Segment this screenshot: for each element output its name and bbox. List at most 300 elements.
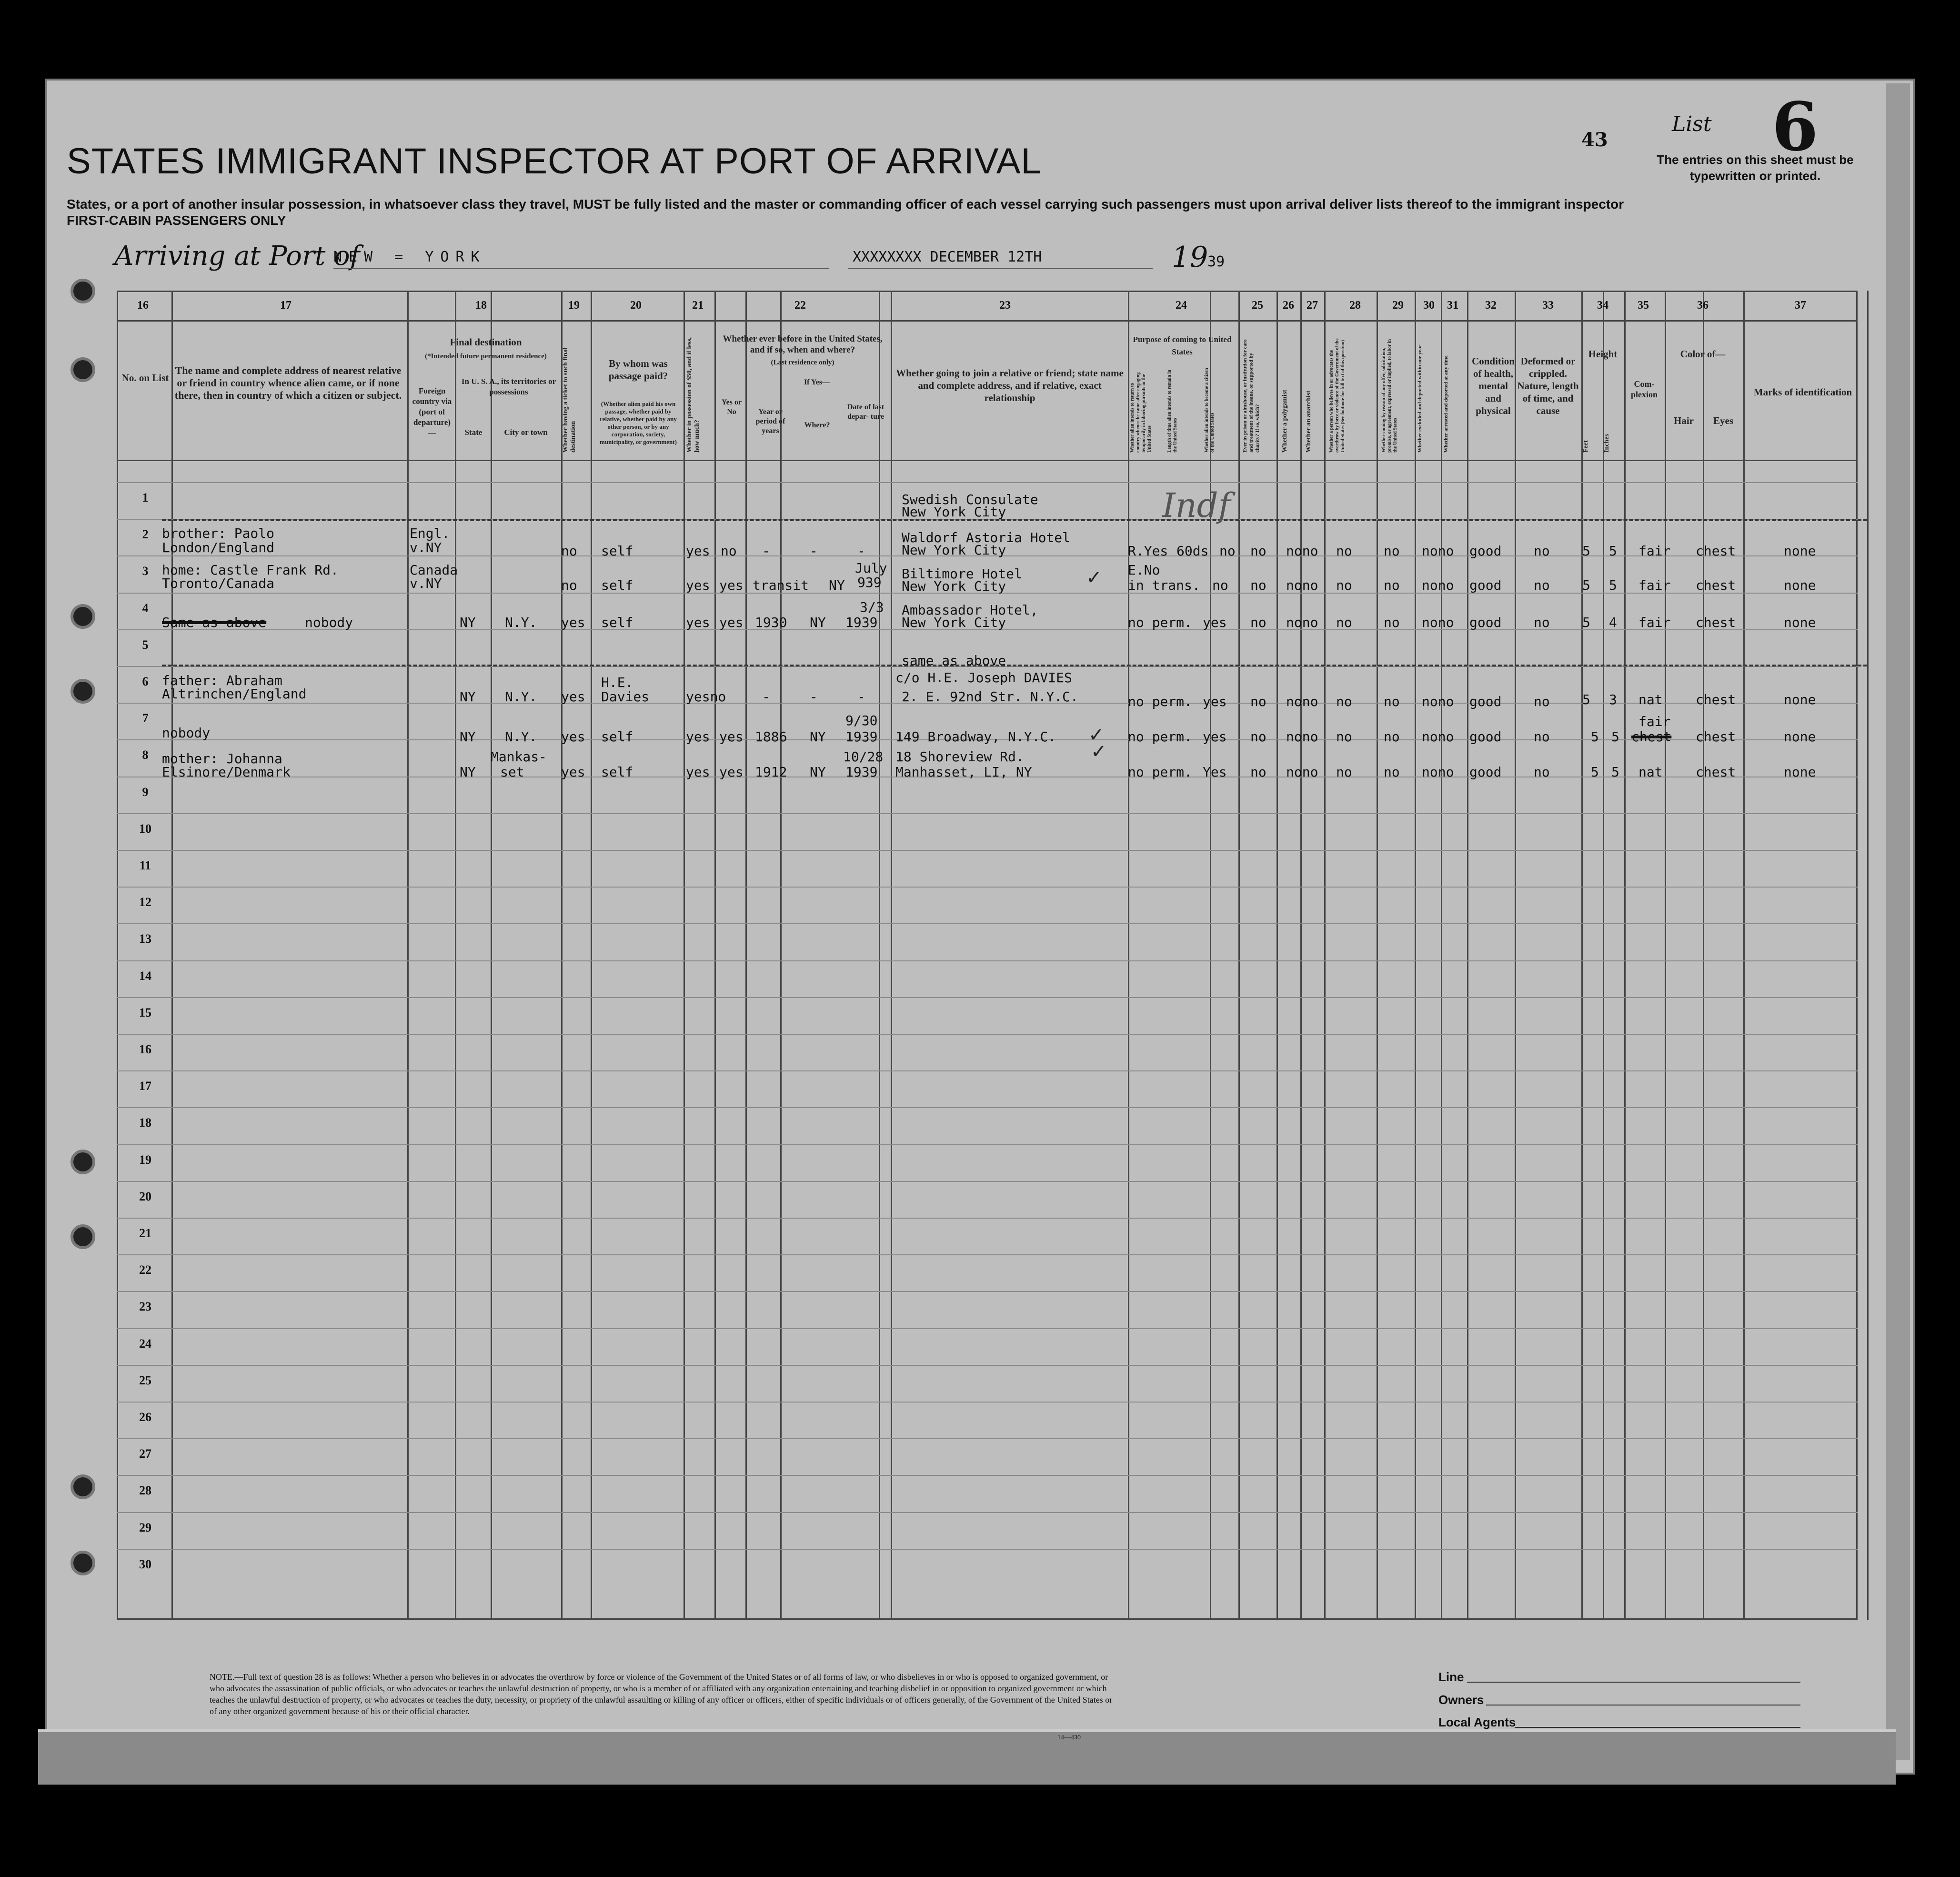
r3-c30: nono (1422, 577, 1454, 593)
r4-c22d-b: 1939 (845, 615, 878, 630)
row-divider (117, 1218, 1858, 1219)
column-number: 19 (568, 299, 580, 312)
binder-hole-icon (70, 604, 95, 629)
r4-c20: self (601, 615, 633, 630)
entries-note: The entries on this sheet must be typewritten or printed. (1657, 152, 1854, 183)
r2-c24: R.Yes (1128, 543, 1168, 559)
column-divider (1743, 291, 1745, 1620)
header-purpose-a: Whether alien intends to return to country whence he came after engaging temporarily in laboring pursuits in the United States (1130, 372, 1152, 453)
r2-c23b: New York City (902, 542, 1006, 558)
row-divider (117, 1144, 1858, 1145)
r7-c22d-b: 1939 (845, 729, 878, 745)
header-purpose-c: Whether alien intends to become a citizen of the United States (1204, 368, 1215, 453)
binder-hole-icon (70, 679, 95, 704)
header-final-destination: Final destination (450, 336, 522, 348)
r8-c22c: NY (810, 764, 826, 780)
header-purpose-b: Length of time alien intends to remain in the United States (1167, 370, 1178, 453)
r7-c22b: 1886 (755, 729, 787, 745)
r8-c17a: mother: Johanna (162, 751, 282, 767)
row-number: 22 (139, 1263, 151, 1277)
manifest-table (117, 291, 1858, 1620)
column-number: 18 (475, 299, 487, 312)
column-divider (1300, 291, 1302, 1620)
page-number: 43 (1581, 129, 1608, 151)
column-number: 23 (999, 299, 1011, 312)
row-divider (117, 482, 1858, 483)
r2-c18f-a: Engl. (410, 525, 450, 541)
header-hair: Hair (1674, 415, 1694, 426)
r8-c36: chest (1696, 764, 1736, 780)
row-divider (117, 850, 1858, 851)
header-feet: Feet (1582, 440, 1589, 453)
year-suffix: 39 (1207, 253, 1225, 270)
header-yes-no: Yes or No (721, 398, 742, 416)
r2-c30: nono (1422, 543, 1454, 559)
r2-c33: no (1534, 543, 1550, 559)
r2-c19: no (561, 543, 577, 559)
r6-c32: good (1469, 694, 1502, 709)
r8-c29: no (1384, 764, 1400, 780)
r4-c19: yes (561, 615, 585, 630)
r7-c22d-a: 9/30 (845, 713, 878, 728)
r6-c33: no (1534, 694, 1550, 709)
r4-c18s: NY (460, 615, 476, 630)
r3-c17a: home: Castle Frank Rd. (162, 562, 339, 578)
row-number: 21 (139, 1226, 151, 1240)
r6-c17a: father: Abraham (162, 673, 282, 688)
row-number: 16 (139, 1042, 151, 1056)
row-number: 7 (142, 711, 149, 725)
r1-c23a: Swedish Consulate (902, 492, 1038, 507)
header-where: Where? (804, 421, 830, 429)
r6-c20: Davies (601, 689, 650, 705)
sheet-edge-right (1886, 83, 1910, 1760)
row-number: 23 (139, 1300, 151, 1313)
r4-c22b: 1930 (755, 615, 787, 630)
r2-c35: fair (1638, 543, 1671, 559)
r4-c21: yes (686, 615, 710, 630)
r8-c23a: 18 Shoreview Rd. (895, 749, 1024, 765)
row-divider (117, 960, 1858, 961)
row-number: 1 (142, 491, 149, 505)
checkmark-icon: ✓ (1091, 741, 1107, 763)
r3-c22d-b: 939 (857, 575, 882, 590)
column-number: 25 (1252, 299, 1263, 312)
checkmark-icon: ✓ (1086, 567, 1102, 589)
r7-c20: self (601, 729, 633, 745)
r6-c29: no (1384, 694, 1400, 709)
r8-c25: Yes (1203, 764, 1227, 780)
row-divider (117, 1291, 1858, 1292)
row-number: 5 (142, 638, 149, 652)
column-divider (1377, 291, 1378, 1620)
r7-c30: nono (1422, 729, 1454, 745)
r6-c22d: - (857, 689, 865, 705)
r4-c28: no (1336, 615, 1352, 630)
row-number: 19 (139, 1153, 151, 1167)
r4-c17a: nobody (305, 615, 353, 630)
column-divider (1703, 291, 1704, 1620)
r4-c23a: Ambassador Hotel, (902, 602, 1038, 618)
r6-c30: nono (1422, 694, 1454, 709)
r3-c22b: transit (753, 577, 809, 593)
r8-c22d-a: 10/28 (843, 749, 884, 765)
header-ticket: Whether having a ticket to such final destination (562, 347, 577, 453)
column-number: 26 (1283, 299, 1294, 312)
r8-c26: no (1250, 764, 1266, 780)
page-title: STATES IMMIGRANT INSPECTOR AT PORT OF ARRIVAL (67, 141, 1042, 182)
row-number: 11 (139, 858, 151, 872)
r1-c23b: New York City (902, 504, 1006, 520)
column-number: 32 (1485, 299, 1497, 312)
column-divider (879, 291, 880, 1620)
r7-c24: no perm. (1128, 729, 1192, 745)
column-number: 33 (1542, 299, 1554, 312)
column-number: 31 (1447, 299, 1458, 312)
column-number: 17 (280, 299, 291, 312)
column-number: 34 (1597, 299, 1608, 312)
column-divider (1277, 291, 1278, 1620)
row-number: 13 (139, 932, 151, 946)
r8-c17b: Elsinore/Denmark (162, 764, 291, 780)
column-divider (683, 291, 685, 1620)
form-code: 14—430 (1057, 1734, 1081, 1741)
r8-c18s: NY (460, 764, 476, 780)
row-divider (117, 1107, 1858, 1108)
row-number: 26 (139, 1410, 151, 1424)
r2-c36: chest (1696, 543, 1736, 559)
r4-c36: chest (1696, 615, 1736, 630)
r6-c23b: 2. E. 92nd Str. N.Y.C. (902, 689, 1078, 705)
row-divider (117, 460, 1858, 461)
header-deformed: Deformed or crippled. Nature, length of time, and cause (1517, 355, 1579, 416)
header-purpose: Purpose of coming to United States (1133, 335, 1232, 356)
r3-c18f-b: v.NY (410, 575, 442, 591)
header-ever-before: Whether ever before in the United States, and if so, when and where? (723, 334, 883, 355)
column-number: 36 (1697, 299, 1709, 312)
r8-c23b: Manhasset, LI, NY (895, 764, 1032, 780)
row-divider (162, 519, 1867, 521)
column-divider (1603, 291, 1604, 1620)
r4-c22c: NY (810, 615, 826, 630)
header-in-usa: In U. S. A., its territories or possessions (461, 377, 556, 396)
header-passage-paid-sub: (Whether alien paid his own passage, whether paid by relative, whether paid by any other person, or by any corporation, society, municipality, or government) (600, 400, 677, 445)
header-excluded: Whether excluded and deported within one year (1417, 344, 1423, 453)
header-last-residence: (Last residence only) (771, 359, 834, 366)
r4-ft: 5 (1582, 615, 1590, 630)
column-divider (1441, 291, 1442, 1620)
binder-hole-icon (70, 1224, 95, 1249)
r2-c28: no (1336, 543, 1352, 559)
r2-c22a: no (721, 543, 737, 559)
list-number: 6 (1772, 88, 1819, 166)
r7-c22c: NY (810, 729, 826, 745)
column-divider (591, 291, 592, 1620)
row-divider (117, 1402, 1858, 1403)
row-number: 29 (139, 1521, 151, 1534)
r3-c24: in trans. (1128, 577, 1200, 593)
r3-c26: no (1250, 577, 1266, 593)
r6-c23a: c/o H.E. Joseph DAVIES (895, 670, 1072, 686)
sheet-edge-bottom (38, 1729, 1896, 1785)
local-agents-label: Local Agents (1438, 1715, 1516, 1729)
binder-hole-icon (70, 279, 95, 303)
r4-c25: yes (1203, 615, 1227, 630)
row-divider (117, 1438, 1858, 1439)
header-height: Height (1588, 348, 1618, 360)
header-foreign-country: Foreign country via (port of departure)— (412, 386, 452, 437)
row-divider (117, 813, 1858, 814)
r7-in: 5 (1611, 729, 1619, 745)
column-divider (745, 291, 747, 1620)
row-divider (117, 887, 1858, 888)
header-if-yes: If Yes— (804, 378, 830, 386)
r7-c29: no (1384, 729, 1400, 745)
r3-c35: fair (1638, 577, 1671, 593)
column-divider (491, 291, 492, 1620)
row-number: 25 (139, 1373, 151, 1387)
row-number: 24 (139, 1337, 151, 1351)
r8-c35: nat (1638, 764, 1663, 780)
row-number: 14 (139, 969, 151, 983)
inspector-signature: Indf (1162, 486, 1231, 525)
header-going-to-join: Whether going to join a relative or friend; state name and complete address, and if relative, exact relationship (896, 367, 1124, 404)
column-divider (455, 291, 456, 1620)
row-number: 10 (139, 822, 151, 836)
r8-c20: self (601, 764, 633, 780)
r4-c18c: N.Y. (505, 615, 537, 630)
r3-c24a: E.No (1128, 562, 1160, 578)
column-number: 30 (1423, 299, 1435, 312)
r7-c22a: yes (719, 729, 744, 745)
header-no-on-list: No. on List (121, 372, 169, 383)
row-number: 9 (142, 785, 149, 799)
date-value: XXXXXXXX DECEMBER 12TH (853, 249, 1042, 265)
r2-c27: nono (1286, 543, 1318, 559)
row-number: 3 (142, 564, 149, 578)
column-divider (407, 291, 409, 1620)
row-number: 15 (139, 1006, 151, 1019)
row-number: 8 (142, 748, 149, 762)
column-divider (1128, 291, 1129, 1620)
r4-c22d-a: 3/3 (860, 599, 884, 615)
r3-c29: no (1384, 577, 1400, 593)
line-label: Line (1438, 1670, 1464, 1684)
row-divider (117, 1328, 1858, 1329)
header-arrested: Whether arrested and deported at any time (1443, 355, 1449, 453)
line-rule (1467, 1682, 1800, 1683)
r3-c25: no (1212, 577, 1228, 593)
column-divider (1624, 291, 1626, 1620)
column-number: 20 (630, 299, 642, 312)
column-number: 24 (1176, 299, 1187, 312)
r8-c24: no perm. (1128, 764, 1192, 780)
header-year-period: Year or period of years (755, 408, 785, 435)
r3-c36: chest (1696, 577, 1736, 593)
r5-c23a: same as above (902, 653, 1006, 668)
r8-c22a: yes (719, 764, 744, 780)
r3-c22c: NY (829, 577, 845, 593)
r4-c26: no (1250, 615, 1266, 630)
row-divider (117, 1070, 1858, 1071)
row-divider (117, 1365, 1858, 1366)
r2-c37: none (1784, 543, 1816, 559)
header-instructions: States, or a port of another insular possession, in whatsoever class they travel, MUST be fully listed and the master or commanding officer of each vessel carrying such passengers must upon arrival deliver lists thereof to the immigrant inspector (67, 197, 1624, 212)
header-passage-paid: By whom was passage paid? (608, 358, 668, 382)
r8-c22b: 1912 (755, 764, 787, 780)
column-divider (1581, 291, 1583, 1620)
row-divider (117, 1254, 1858, 1255)
r2-c20: self (601, 543, 633, 559)
header-city: City or town (504, 428, 548, 437)
column-number: 27 (1307, 299, 1318, 312)
r7-c17a: nobody (162, 725, 211, 741)
r4-c32: good (1469, 615, 1502, 630)
r6-c27: nono (1286, 694, 1318, 709)
r4-c35: fair (1638, 615, 1671, 630)
r8-c32: good (1469, 764, 1502, 780)
header-inches: Inches (1603, 434, 1610, 453)
header-polygamist: Whether a polygamist (1281, 390, 1288, 453)
r6-c35: nat (1638, 692, 1663, 707)
r6-c25: yes (1203, 694, 1227, 709)
column-number: 28 (1349, 299, 1361, 312)
header-final-destination-sub: (*Intended future permanent residence) (425, 353, 547, 360)
r6-c22c: - (810, 689, 818, 705)
r8-ft: 5 (1591, 764, 1599, 780)
r3-c22a: yes (719, 577, 744, 593)
header-overthrow: Whether a person who believes in or advocates the overthrow by force or violence of the Government of the United States (See footnote for full text of this question) (1329, 338, 1346, 453)
r3-c20: self (601, 577, 633, 593)
r2-c22d: - (857, 543, 865, 559)
r2-c32: good (1469, 543, 1502, 559)
r3-c32: good (1469, 577, 1502, 593)
r7-c33: no (1534, 729, 1550, 745)
row-number: 17 (139, 1079, 151, 1093)
r2-c17b: London/England (162, 540, 275, 555)
r3-ft: 5 (1582, 577, 1590, 593)
column-divider (780, 291, 782, 1620)
row-divider (117, 320, 1858, 322)
row-number: 4 (142, 601, 149, 615)
header-date-departure: Date of last depar- ture (847, 403, 885, 421)
column-divider (1415, 291, 1416, 1620)
port-rule (333, 268, 829, 269)
r6-in: 3 (1609, 692, 1617, 707)
r2-c17a: brother: Paolo (162, 525, 275, 541)
r2-c22b: - (762, 543, 770, 559)
header-prison: Ever in prison or almshouse, or institution for care and treatment of the insane, or supported by charity? If so, which? (1242, 339, 1260, 453)
year-prefix: 19 (1172, 241, 1208, 274)
r6-c26: no (1250, 694, 1266, 709)
row-number: 28 (139, 1483, 151, 1497)
r3-c37: none (1784, 577, 1816, 593)
row-number: 6 (142, 675, 149, 688)
r3-c22d-a: July (855, 560, 887, 576)
r8-c18c-a: Mankas- (491, 749, 547, 765)
r7-c37: none (1784, 729, 1816, 745)
r2-c29: no (1384, 543, 1400, 559)
footnote: NOTE.—Full text of question 28 is as follows: Whether a person who believes in or advocates the overthrow by force or violence of the Government of the United States or of all forms of law, or who disbelieves in or who is opposed to organized government, or who advocates the assassination of public officials, or who advocates or teaches the unlawful destruction of property, or who is a member of or affiliated with any organization entertaining and teaching disbelief in or opposition to organized government or which teaches the unlawful destruction of property, or who advocates or teaches the duty, necessity, or propriety of the unlawful assaulting or killing of any officer or officers, either of specific individuals or of officers generally, of the Government of the United States or of any other organized government because of his or their official character. (210, 1672, 1113, 1716)
r6-c17b: Altrinchen/England (162, 686, 307, 702)
r4-in: 4 (1609, 615, 1617, 630)
r3-c33: no (1534, 577, 1550, 593)
r7-c35: chest (1631, 729, 1672, 745)
row-number: 12 (139, 895, 151, 909)
header-state: State (464, 428, 482, 437)
r7-c18c: N.Y. (505, 729, 537, 745)
row-number: 30 (139, 1557, 151, 1571)
r7-c35a: fair (1638, 714, 1671, 729)
r2-c21: yes (686, 543, 710, 559)
r4-c23b: New York City (902, 615, 1006, 630)
r2-c26: no (1250, 543, 1266, 559)
row-divider (117, 1475, 1858, 1476)
header-health: Condition of health, mental and physical (1472, 355, 1515, 416)
column-divider (1324, 291, 1326, 1620)
list-label: List (1672, 112, 1712, 136)
r6-c22b: - (762, 689, 770, 705)
r7-c26: no (1250, 729, 1266, 745)
row-divider (162, 665, 1867, 666)
column-divider (1867, 291, 1869, 1620)
r7-c25: yes (1203, 729, 1227, 745)
r4-c33: no (1534, 615, 1550, 630)
header-nearest-relative: The name and complete address of nearest relative or friend in country whence alien came, or if none there, then in country of which a citizen or subject. (174, 364, 402, 401)
r3-c28: no (1336, 577, 1352, 593)
r2-in: 5 (1609, 543, 1617, 559)
r3-c23a: Biltimore Hotel (902, 566, 1022, 582)
r4-c17-struck: Same as above (162, 615, 267, 630)
column-divider (171, 291, 173, 1620)
column-number: 21 (692, 299, 704, 312)
column-number: 29 (1392, 299, 1404, 312)
row-divider (117, 1512, 1858, 1513)
r8-c22d-b: 1939 (845, 764, 878, 780)
column-divider (1238, 291, 1240, 1620)
port-value: NEW = YORK (333, 249, 486, 265)
row-divider (117, 923, 1858, 924)
r4-c30: nono (1422, 615, 1454, 630)
binder-hole-icon (70, 1474, 95, 1499)
header-class: FIRST-CABIN PASSENGERS ONLY (67, 213, 286, 228)
column-number: 35 (1638, 299, 1649, 312)
r6-c28: no (1336, 694, 1352, 709)
column-divider (1467, 291, 1468, 1620)
agents-rule (1515, 1727, 1800, 1728)
r2-c22c: - (810, 543, 818, 559)
header-complexion: Com- plexion (1630, 379, 1658, 399)
r6-c21: yesno (686, 689, 726, 705)
column-divider (1515, 291, 1516, 1620)
row-divider (117, 997, 1858, 998)
row-divider (117, 1034, 1858, 1035)
row-number: 18 (139, 1116, 151, 1130)
r6-c19: yes (561, 689, 585, 705)
r3-c19: no (561, 577, 577, 593)
r7-c28: no (1336, 729, 1352, 745)
column-number: 16 (137, 299, 149, 312)
r8-c18c: set (500, 764, 524, 780)
r8-c30: nono (1422, 764, 1454, 780)
r6-c36: chest (1696, 692, 1736, 707)
r7-c36: chest (1696, 729, 1736, 745)
r6-ft: 5 (1582, 692, 1590, 707)
r6-c20a: H.E. (601, 675, 633, 690)
r7-c32: good (1469, 729, 1502, 745)
r4-c37: none (1784, 615, 1816, 630)
r8-c37: none (1784, 764, 1816, 780)
